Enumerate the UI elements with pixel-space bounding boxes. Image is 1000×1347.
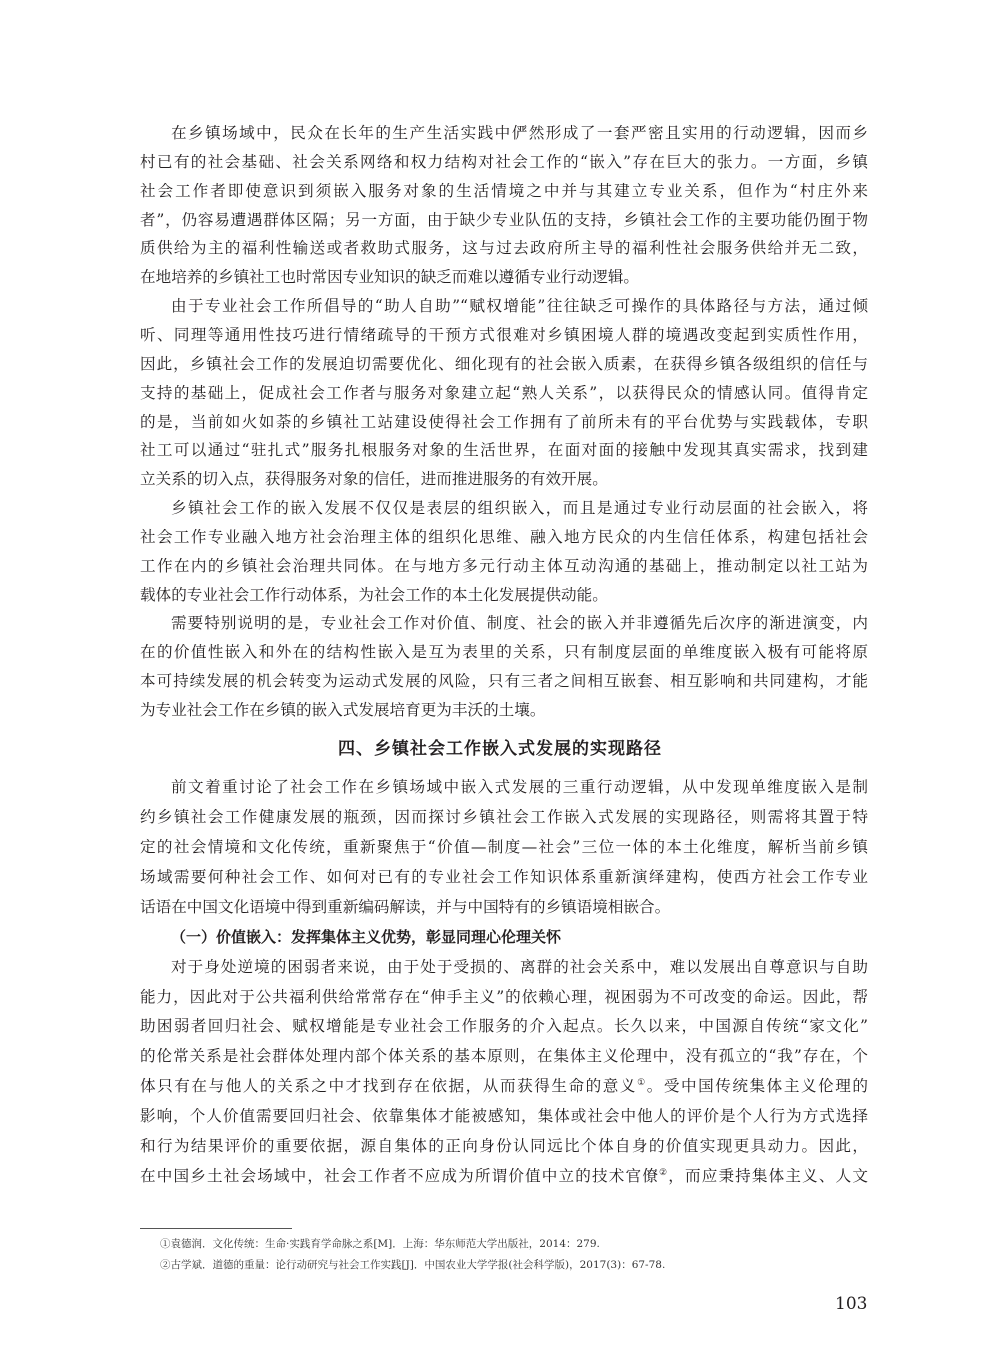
line-text: 的是，当前如火如荼的乡镇社工站建设使得社会工作拥有了前所未有的平台优势与实践载体，专职 bbox=[140, 412, 868, 431]
footnote-ref: ② bbox=[659, 1168, 669, 1179]
line-text: 听、同理等通用性技巧进行情绪疏导的干预方式很难对乡镇困境人群的境遇改变起到实质性作用， bbox=[140, 325, 868, 344]
line-text: 对于身处逆境的困弱者来说，由于处于受损的、离群的社会关系中，难以发展出自尊意识与自助 bbox=[171, 957, 868, 976]
line-text: 社工可以通过“驻扎式”服务扎根服务对象的生活世界，在面对面的接触中发现其真实需求，找到建 bbox=[140, 441, 868, 460]
line-text bbox=[140, 1076, 868, 1096]
footnote-2: ②古学斌．道德的重量：论行动研究与社会工作实践[J]．中国农业大学学报(社会科学版)，2017(3)：67-78. bbox=[160, 1259, 666, 1271]
line-text: 社会工作者即使意识到须嵌入服务对象的生活情境之中并与其建立专业关系，但作为“村庄外来 bbox=[140, 181, 868, 200]
line-segment: 。受中国传统集体主义伦理的 bbox=[646, 1077, 868, 1096]
line-text: 在的价值性嵌入和外在的结构性嵌入是互为表里的关系，只有制度层面的单维度嵌入极有可能将原 bbox=[140, 643, 868, 662]
line-text: 本可持续发展的机会转变为运动式发展的风险，只有三者之间相互嵌套、相互影响和共同建构，才能 bbox=[140, 672, 868, 691]
line-text: 村已有的社会基础、社会关系网络和权力结构对社会工作的“嵌入”存在巨大的张力。一方面，乡镇 bbox=[140, 152, 868, 171]
line-text: 工作在内的乡镇社会治理共同体。在与地方多元行动主体互动沟通的基础上，推动制定以社工站为 bbox=[140, 556, 868, 575]
line-text: 质供给为主的福利性输送或者救助式服务，这与过去政府所主导的福利性社会服务供给并无二致， bbox=[140, 239, 868, 258]
line-text: 助困弱者回归社会、赋权增能是专业社会工作服务的介入起点。长久以来，中国源自传统“家文化” bbox=[140, 1017, 868, 1036]
line-text: 话语在中国文化语境中得到重新编码解读，并与中国特有的乡镇语境相嵌合。 bbox=[140, 897, 671, 916]
line-text: 场域需要何种社会工作、如何对已有的专业社会工作知识体系重新演绎建构，使西方社会工作专业 bbox=[140, 867, 868, 886]
line-text: 支持的基础上，促成社会工作者与服务对象建立起“熟人关系”，以获得民众的情感认同。值得肯定 bbox=[140, 383, 868, 402]
line-text: 定的社会情境和文化传统，重新聚焦于“价值—制度—社会”三位一体的本土化维度，解析当前乡镇 bbox=[140, 837, 868, 856]
line-text: 乡镇社会工作的嵌入发展不仅仅是表层的组织嵌入，而且是通过专业行动层面的社会嵌入，将 bbox=[171, 499, 868, 518]
footnote-divider bbox=[140, 1228, 292, 1229]
line-text: 能力，因此对于公共福利供给常常存在“伸手主义”的依赖心理，视困弱为不可改变的命运。因此，帮 bbox=[140, 987, 868, 1006]
line-text: 载体的专业社会工作行动体系，为社会工作的本土化发展提供动能。 bbox=[140, 585, 608, 604]
line-text: 和行为结果评价的重要依据，源自集体的正向身份认同远比个体自身的价值实现更具动力。因此， bbox=[140, 1137, 868, 1156]
line-text: （一）价值嵌入：发挥集体主义优势，彰显同理心伦理关怀 bbox=[171, 927, 562, 946]
line-text: 立关系的切入点，获得服务对象的信任，进而推进服务的有效开展。 bbox=[140, 470, 608, 489]
line-text: 为专业社会工作在乡镇的嵌入式发展培育更为丰沃的土壤。 bbox=[140, 701, 546, 719]
line-text: 由于专业社会工作所倡导的“助人自助”“赋权增能”往往缺乏可操作的具体路径与方法，通过倾 bbox=[171, 297, 868, 316]
line-text: 需要特别说明的是，专业社会工作对价值、制度、社会的嵌入并非遵循先后次序的渐进演变，内 bbox=[171, 614, 868, 633]
line-segment: 在中国乡土社会场域中，社会工作者不应成为所谓价值中立的技术官僚 bbox=[140, 1167, 659, 1186]
line-text: 在乡镇场域中，民众在长年的生产生活实践中俨然形成了一套严密且实用的行动逻辑，因而乡 bbox=[171, 124, 868, 142]
section-heading: 四、乡镇社会工作嵌入式发展的实现路径 bbox=[338, 739, 662, 759]
footnote-ref: ① bbox=[637, 1078, 647, 1089]
line-text bbox=[140, 1166, 868, 1186]
line-text: 在地培养的乡镇社工也时常因专业知识的缺乏而难以遵循专业行动逻辑。 bbox=[140, 268, 640, 287]
line-text: 的伦常关系是社会群体处理内部个体关系的基本原则，在集体主义伦理中，没有孤立的“我”存在，个 bbox=[140, 1047, 868, 1066]
line-text: 社会工作专业融入地方社会治理主体的组织化思维、融入地方民众的内生信任体系，构建包括社会 bbox=[140, 527, 868, 546]
line-text: 影响，个人价值需要回归社会、依靠集体才能被感知，集体或社会中他人的评价是个人行为方式选择 bbox=[140, 1107, 868, 1126]
line-text: 因此，乡镇社会工作的发展迫切需要优化、细化现有的社会嵌入质素，在获得乡镇各级组织的信任与 bbox=[140, 354, 868, 373]
footnote-1: ①袁德润．文化传统：生命·实践育学命脉之系[M]．上海：华东师范大学出版社，2014：279. bbox=[160, 1238, 600, 1250]
page-number: 103 bbox=[835, 1294, 868, 1314]
line-text: 前文着重讨论了社会工作在乡镇场域中嵌入式发展的三重行动逻辑，从中发现单维度嵌入是制 bbox=[171, 778, 868, 796]
line-text: 者”，仍容易遭遇群体区隔；另一方面，由于缺少专业队伍的支持，乡镇社会工作的主要功能仍囿于物 bbox=[140, 210, 868, 229]
line-segment: 体只有在与他人的关系之中才找到存在依据，从而获得生命的意义 bbox=[140, 1077, 638, 1096]
line-text: 约乡镇社会工作健康发展的瓶颈，因而探讨乡镇社会工作嵌入式发展的实现路径，则需将其置于特 bbox=[140, 807, 868, 826]
line-segment: ，而应秉持集体主义、人文 bbox=[668, 1167, 868, 1186]
